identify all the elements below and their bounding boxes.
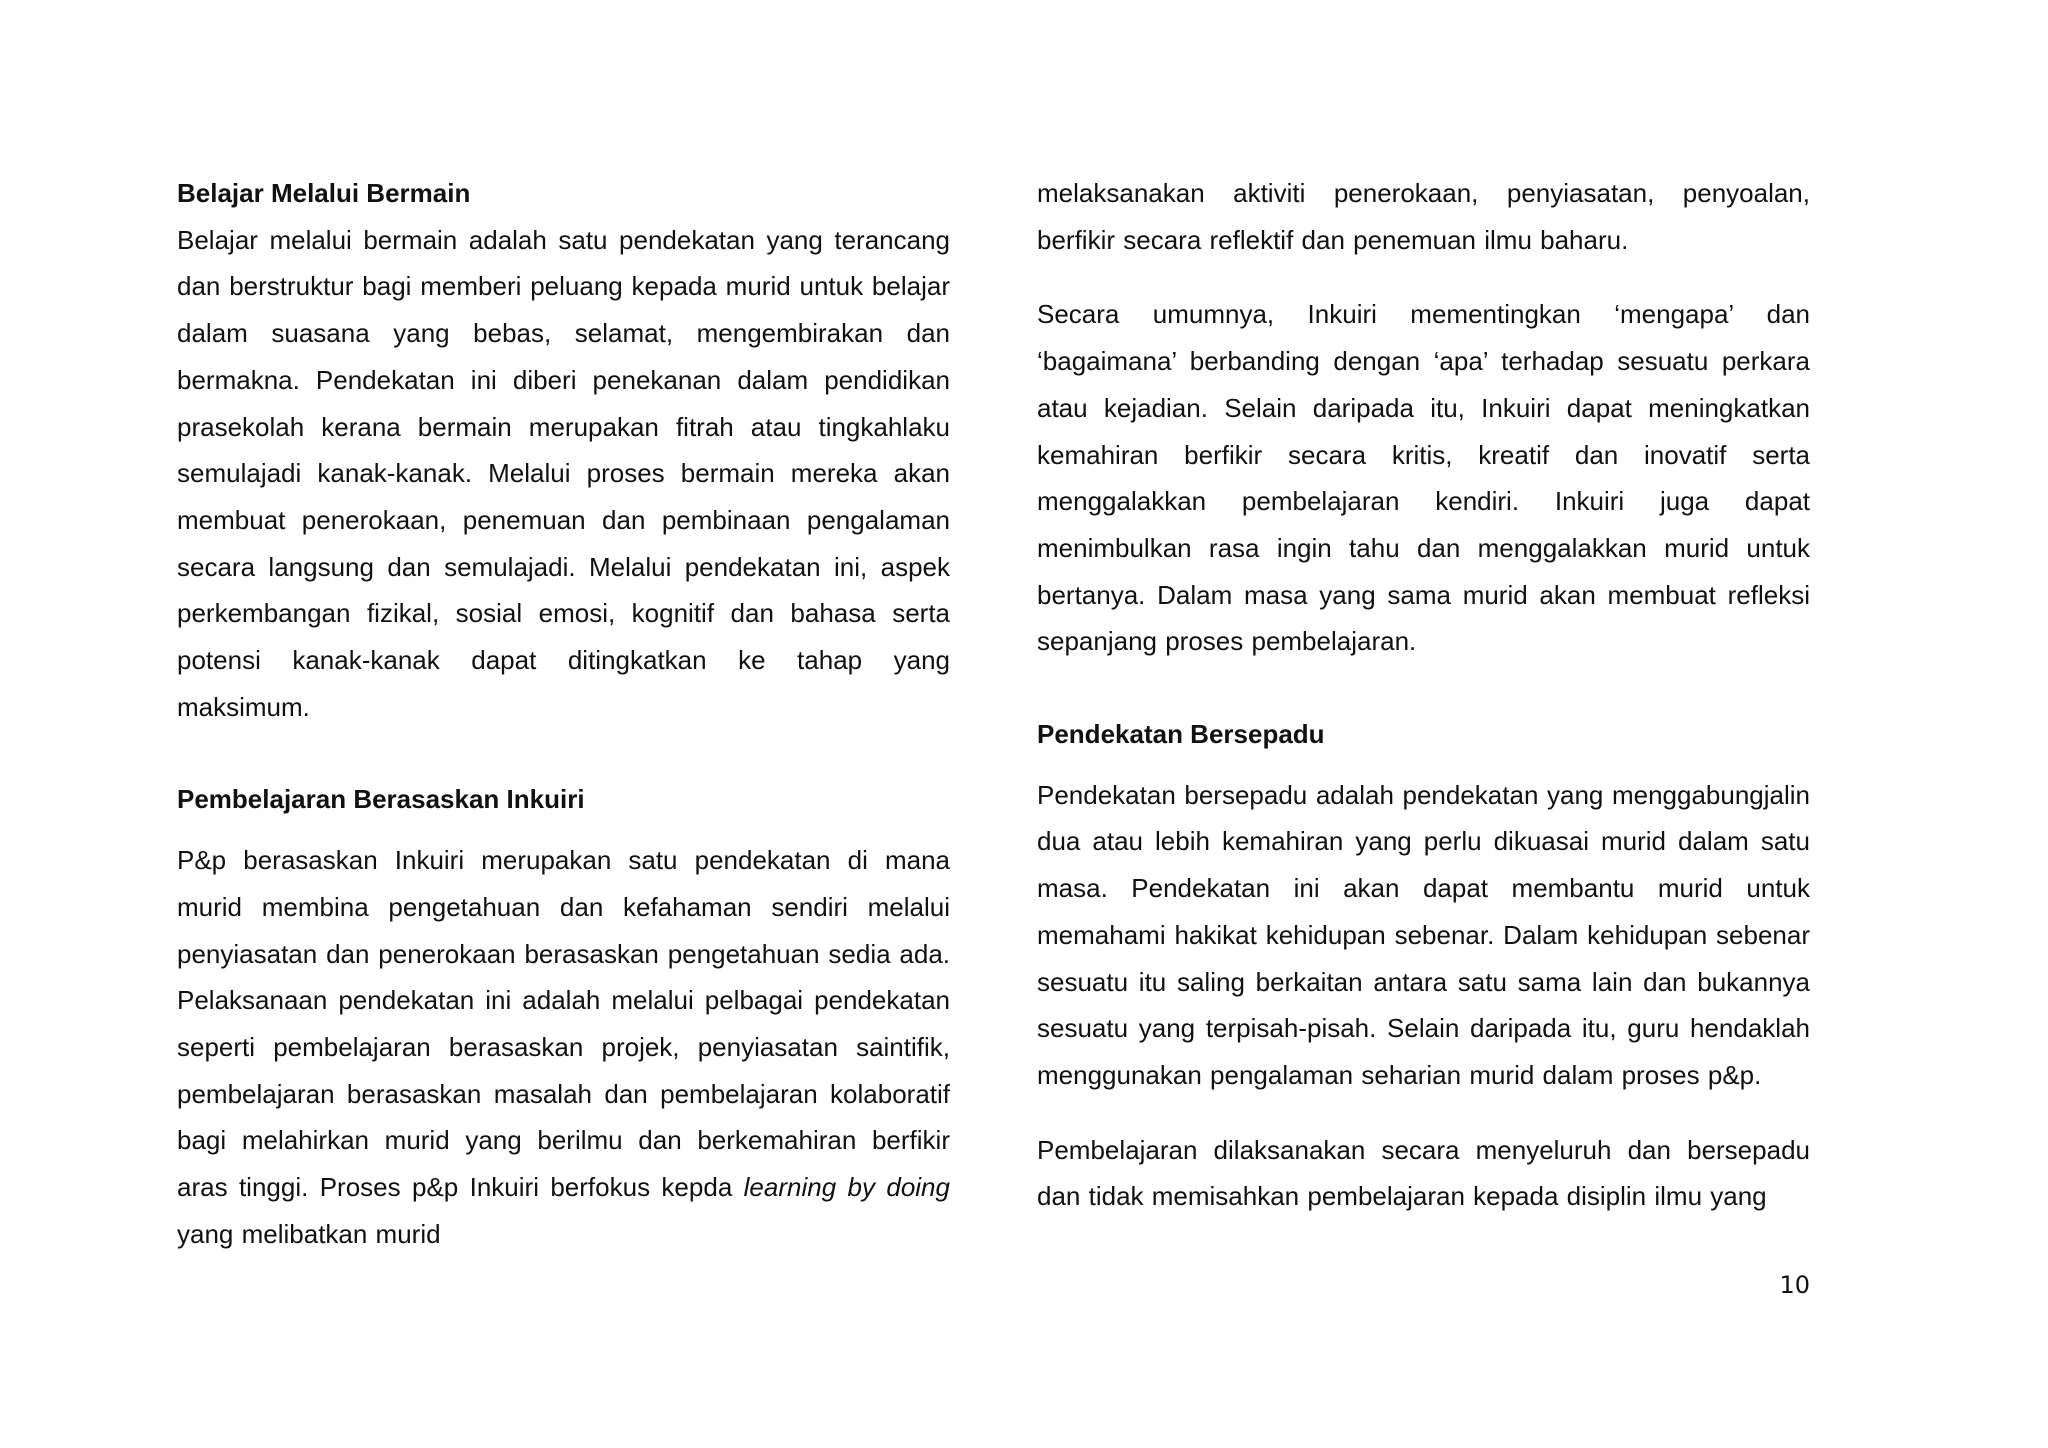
heading-pembelajaran-berasaskan-inkuiri: Pembelajaran Berasaskan Inkuiri xyxy=(177,784,585,815)
heading-pendekatan-bersepadu: Pendekatan Bersepadu xyxy=(1037,719,1325,750)
emphasis-learning-by-doing: learning by doing xyxy=(743,1172,950,1203)
paragraph-inkuiri-intro xyxy=(177,837,950,1257)
paragraph-inkuiri-continuation: melaksanakan aktiviti penerokaan, penyiasatan, penyoalan, berfikir secara reflektif dan penemuan ilmu baharu. xyxy=(1037,178,1810,255)
heading-belajar-melalui-bermain: Belajar Melalui Bermain xyxy=(177,178,471,208)
paragraph-inkuiri-text: P&p berasaskan Inkuiri merupakan satu pendekatan di mana murid membina pengetahuan dan kefahaman sendiri melalui penyiasatan dan penerokaan berasaskan pengetahuan sedia ada. Pelaksanaan pendekatan ini adalah melalui pelbagai pendekatan seperti pembelajaran berasaskan projek, penyiasatan saintifik, pembelajaran berasaskan masalah dan pembelajaran kolaboratif bagi melahirkan murid yang berilmu dan berkemahiran berfikir aras tinggi. Proses p&p Inkuiri berfokus kepda xyxy=(177,845,950,1203)
paragraph-inkuiri-secara-umumnya: Secara umumnya, Inkuiri mementingkan ‘mengapa’ dan ‘bagaimana’ berbanding dengan ‘apa’ terhadap sesuatu perkara atau kejadian. Selain daripada itu, Inkuiri dapat meningkatkan kemahiran berfikir secara kritis, kreatif dan inovatif serta menggalakkan pembelajaran kendiri. Inkuiri juga dapat menimbulkan rasa ingin tahu dan menggalakkan murid untuk bertanya. Dalam masa yang sama murid akan membuat refleksi sepanjang proses pembelajaran. xyxy=(1037,299,1810,657)
right-column xyxy=(1037,170,1810,1220)
left-column xyxy=(177,170,950,1257)
page-number: 10 xyxy=(1779,1271,1810,1299)
paragraph-pendekatan-bersepadu: Pendekatan bersepadu adalah pendekatan yang menggabungjalin dua atau lebih kemahiran yang perlu dikuasai murid dalam satu masa. Pendekatan ini akan dapat membantu murid untuk memahami hakikat kehidupan sebenar. Dalam kehidupan sebenar sesuatu itu saling berkaitan antara satu sama lain dan bukannya sesuatu yang terpisah-pisah. Selain daripada itu, guru hendaklah menggunakan pengalaman seharian murid dalam proses p&p. xyxy=(1037,779,1810,1090)
paragraph-pembelajaran-menyeluruh: Pembelajaran dilaksanakan secara menyeluruh dan bersepadu dan tidak memisahkan pembelajaran kepada disiplin ilmu yang xyxy=(1037,1134,1810,1212)
paragraph-belajar-melalui-bermain: Belajar melalui bermain adalah satu pendekatan yang terancang dan berstruktur bagi memberi peluang kepada murid untuk belajar dalam suasana yang bebas, selamat, mengembirakan dan bermakna. Pendekatan ini diberi penekanan dalam pendidikan prasekolah kerana bermain merupakan fitrah atau tingkahlaku semulajadi kanak-kanak. Melalui proses bermain mereka akan membuat penerokaan, penemuan dan pembinaan pengalaman secara langsung dan semulajadi. Melalui pendekatan ini, aspek perkembangan fizikal, sosial emosi, kognitif dan bahasa serta potensi kanak-kanak dapat ditingkatkan ke tahap yang maksimum. xyxy=(177,224,950,722)
paragraph-inkuiri-text-end: yang melibatkan murid xyxy=(177,1218,441,1249)
